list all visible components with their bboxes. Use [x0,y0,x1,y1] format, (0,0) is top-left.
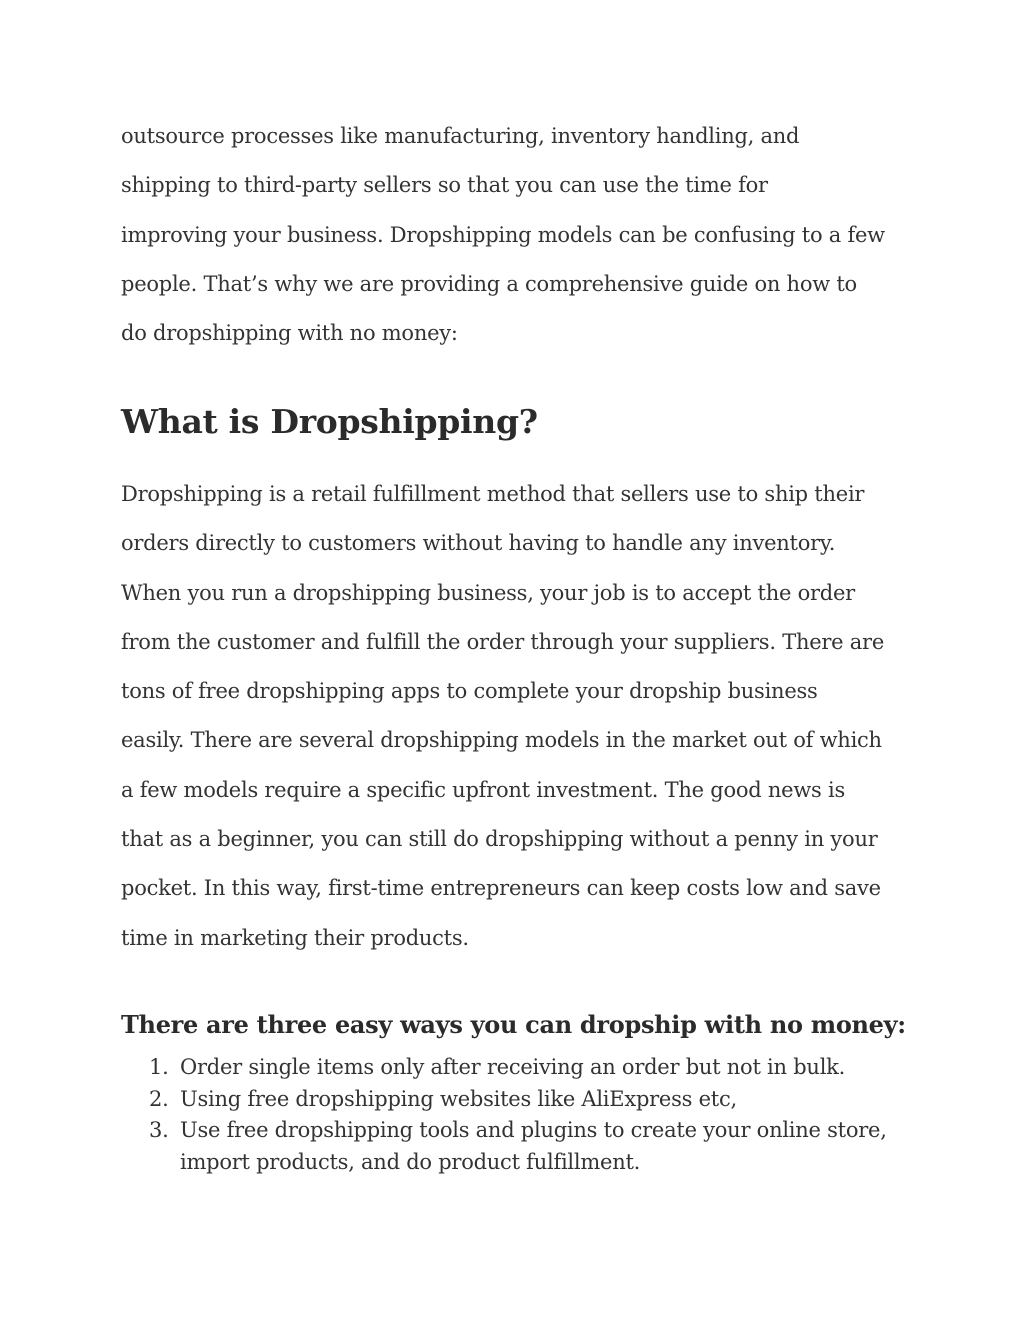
section-heading-three-ways: There are three easy ways you can dropship with no money: [121,1010,906,1039]
list-item [121,1084,887,1116]
list-item [121,1115,887,1178]
list-item-number: 3. [149,1118,169,1142]
list-item-number: 1. [149,1055,169,1079]
list-item-text [180,1084,887,1116]
list-item-text [180,1052,887,1084]
section1-line: a few models require a specific upfront investment. The good news is [121,777,845,802]
intro-line: improving your business. Dropshipping models can be confusing to a few [121,222,885,247]
section1-line: pocket. In this way, first-time entrepreneurs can keep costs low and save [121,876,881,901]
ways-list [121,1052,887,1178]
section1-line: When you run a dropshipping business, your job is to accept the order [121,580,855,605]
intro-line: do dropshipping with no money: [121,321,458,346]
section1-line: orders directly to customers without having to handle any inventory. [121,531,836,556]
intro-paragraph [121,112,911,358]
list-item-line: Using free dropshipping websites like AliExpress etc, [180,1086,737,1111]
intro-line: people. That’s why we are providing a comprehensive guide on how to [121,271,857,296]
list-item [121,1052,887,1084]
list-item-line: Use free dropshipping tools and plugins to create your online store, [180,1118,887,1142]
intro-line: outsource processes like manufacturing, inventory handling, and [121,124,800,148]
section1-line: that as a beginner, you can still do dropshipping without a penny in your [121,827,878,852]
section-heading-what-is-dropshipping: What is Dropshipping? [121,402,538,441]
list-item-line: Order single items only after receiving an order but not in bulk. [180,1055,846,1079]
intro-line: shipping to third-party sellers so that you can use the time for [121,173,768,198]
list-item-line: import products, and do product fulfillment. [180,1149,641,1174]
section1-line: easily. There are several dropshipping models in the market out of which [121,728,882,753]
list-item-number: 2. [149,1086,169,1111]
section1-line: time in marketing their products. [121,925,469,950]
section1-paragraph [121,470,884,963]
section1-line: tons of free dropshipping apps to complete your dropship business [121,679,818,704]
section1-line: from the customer and fulfill the order through your suppliers. There are [121,629,885,654]
section1-line: Dropshipping is a retail fulfillment method that sellers use to ship their [121,482,865,506]
document-page [121,112,911,1174]
list-item-text [180,1115,887,1178]
